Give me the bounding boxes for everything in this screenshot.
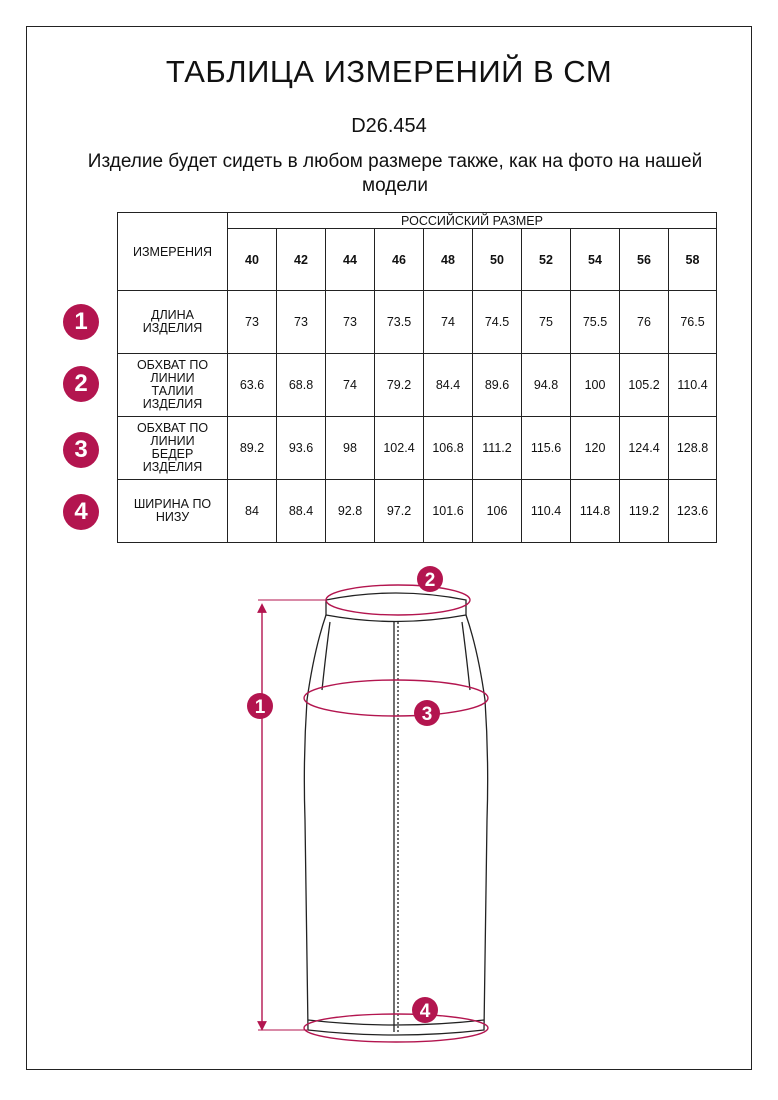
row-number-badge: 3 bbox=[63, 432, 99, 468]
hip-marker: 3 bbox=[421, 704, 433, 725]
measurement-value: 106.8 bbox=[424, 417, 473, 480]
measurement-value: 102.4 bbox=[375, 417, 424, 480]
measurement-value: 75 bbox=[522, 291, 571, 354]
measurement-lines bbox=[258, 585, 488, 1042]
measurement-label: ДЛИНА ИЗДЕЛИЯ bbox=[118, 291, 228, 354]
size-header: 54 bbox=[571, 229, 620, 291]
size-header: 40 bbox=[228, 229, 277, 291]
measurement-value: 105.2 bbox=[620, 354, 669, 417]
measurement-value: 123.6 bbox=[669, 480, 717, 543]
measurement-label: ОБХВАТ ПО ЛИНИИ ТАЛИИ ИЗДЕЛИЯ bbox=[118, 354, 228, 417]
measurement-value: 63.6 bbox=[228, 354, 277, 417]
measurement-value: 111.2 bbox=[473, 417, 522, 480]
row-number-badge: 1 bbox=[63, 304, 99, 340]
size-header: 50 bbox=[473, 229, 522, 291]
measurement-value: 76.5 bbox=[669, 291, 717, 354]
measurement-value: 79.2 bbox=[375, 354, 424, 417]
measurement-value: 74.5 bbox=[473, 291, 522, 354]
length-marker: 1 bbox=[254, 697, 266, 718]
measurement-value: 68.8 bbox=[277, 354, 326, 417]
measurement-value: 89.2 bbox=[228, 417, 277, 480]
page-title: ТАБЛИЦА ИЗМЕРЕНИЙ В СМ bbox=[165, 54, 613, 89]
measurement-value: 98 bbox=[326, 417, 375, 480]
measurement-value: 110.4 bbox=[669, 354, 717, 417]
measurement-label: ШИРИНА ПО НИЗУ bbox=[118, 480, 228, 543]
measurement-value: 88.4 bbox=[277, 480, 326, 543]
measurement-value: 119.2 bbox=[620, 480, 669, 543]
measure-header: ИЗМЕРЕНИЯ bbox=[118, 213, 228, 291]
measurement-label: ОБХВАТ ПО ЛИНИИ БЕДЕР ИЗДЕЛИЯ bbox=[118, 417, 228, 480]
measurement-value: 94.8 bbox=[522, 354, 571, 417]
row-number-badge: 4 bbox=[63, 494, 99, 530]
measurement-value: 84.4 bbox=[424, 354, 473, 417]
measurement-value: 101.6 bbox=[424, 480, 473, 543]
measurement-value: 114.8 bbox=[571, 480, 620, 543]
measurement-value: 84 bbox=[228, 480, 277, 543]
measurement-value: 97.2 bbox=[375, 480, 424, 543]
skirt-outline bbox=[304, 593, 487, 1035]
measurement-value: 115.6 bbox=[522, 417, 571, 480]
row-number-badge: 2 bbox=[63, 366, 99, 402]
measurement-value: 73.5 bbox=[375, 291, 424, 354]
measurement-value: 73 bbox=[228, 291, 277, 354]
measurement-value: 92.8 bbox=[326, 480, 375, 543]
fit-note: Изделие будет сидеть в любом размере также, как на фото на нашей модели bbox=[87, 151, 703, 196]
measurement-value: 106 bbox=[473, 480, 522, 543]
measurement-markers bbox=[247, 566, 443, 1023]
measurement-value: 120 bbox=[571, 417, 620, 480]
measurement-value: 73 bbox=[277, 291, 326, 354]
measurement-value: 74 bbox=[326, 354, 375, 417]
size-header: 42 bbox=[277, 229, 326, 291]
article-code: D26.454 bbox=[351, 115, 427, 137]
size-header: 52 bbox=[522, 229, 571, 291]
size-header: 56 bbox=[620, 229, 669, 291]
hem-marker: 4 bbox=[419, 1001, 431, 1022]
size-header: 58 bbox=[669, 229, 717, 291]
measurement-value: 124.4 bbox=[620, 417, 669, 480]
measurement-value: 74 bbox=[424, 291, 473, 354]
waist-marker: 2 bbox=[424, 570, 436, 591]
size-header: 46 bbox=[375, 229, 424, 291]
size-system-header: РОССИЙСКИЙ РАЗМЕР bbox=[228, 213, 717, 229]
measurement-value: 89.6 bbox=[473, 354, 522, 417]
measurement-value: 93.6 bbox=[277, 417, 326, 480]
measurement-value: 75.5 bbox=[571, 291, 620, 354]
size-header: 44 bbox=[326, 229, 375, 291]
measurement-value: 110.4 bbox=[522, 480, 571, 543]
size-header: 48 bbox=[424, 229, 473, 291]
measurement-value: 128.8 bbox=[669, 417, 717, 480]
measurement-value: 76 bbox=[620, 291, 669, 354]
measurement-value: 73 bbox=[326, 291, 375, 354]
measurement-value: 100 bbox=[571, 354, 620, 417]
